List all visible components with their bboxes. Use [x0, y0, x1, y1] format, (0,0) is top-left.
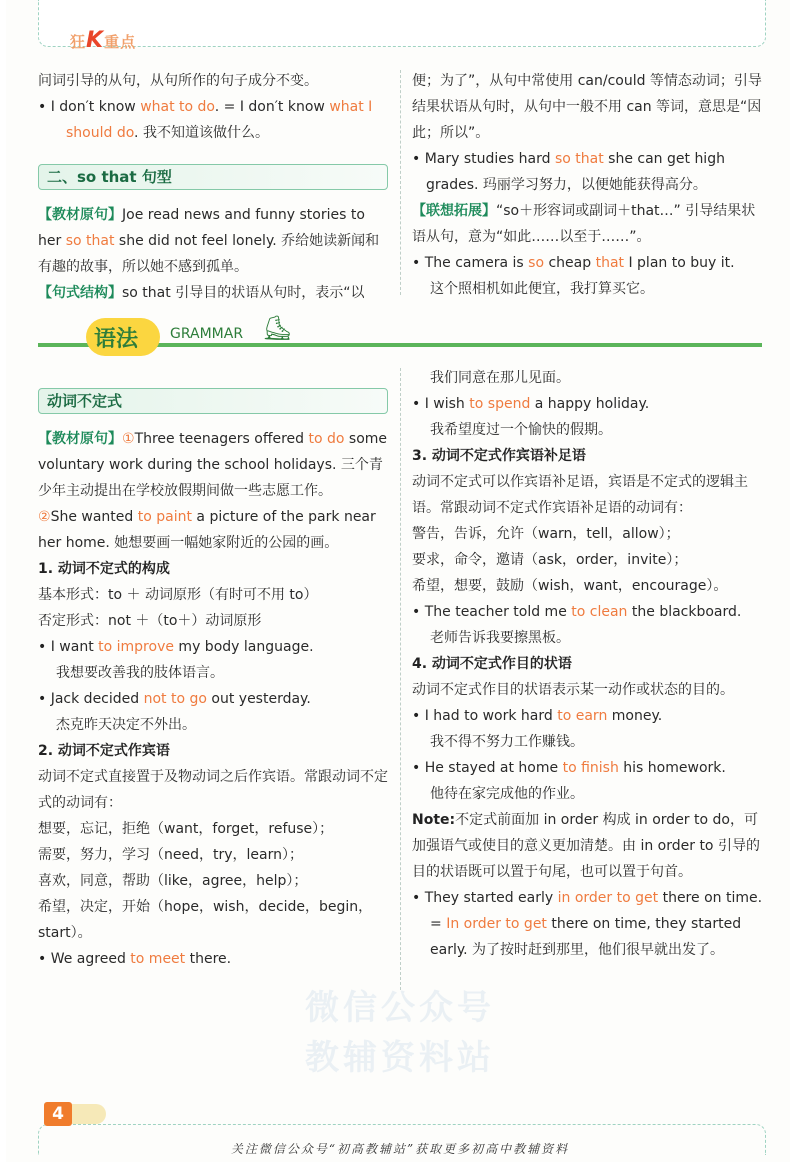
example-translation: 我们同意在那儿见面。: [430, 370, 570, 386]
example-translation: 他待在家完成他的作业。: [430, 786, 584, 802]
page-number-tab: [72, 1104, 106, 1124]
right-column: [412, 365, 764, 963]
association-note: 【联想拓展】“so＋形容词或副词＋that…” 引导结果状语从句，意为“如此……以至于……”。: [412, 203, 756, 245]
watermark-line-1: 微信公众号: [305, 988, 495, 1028]
verb-list-item: 需要，努力，学习（need，try，learn）；: [38, 847, 303, 863]
example-sentence: • I wish to spend a happy holiday.: [412, 391, 764, 417]
verb-list-item: 希望，决定，开始（hope，wish，decide，begin，start）。: [38, 899, 373, 941]
footer-note: 关注微信公众号“初高教辅站”获取更多初高中教辅资料: [230, 1142, 570, 1156]
subheading-4: 4. 动词不定式作目的状语: [412, 656, 572, 672]
example-translation: 我希望度过一个愉快的假期。: [430, 422, 612, 438]
verb-list-item: 想要，忘记，拒绝（want，forget，refuse）；: [38, 821, 334, 837]
example-translation: 杰克昨天决定不外出。: [56, 717, 196, 733]
structure-note: 【句式结构】so that 引导目的状语从句时，表示“以: [38, 285, 365, 301]
subheading-2: 2. 动词不定式作宾语: [38, 743, 170, 759]
verb-list-item: 希望，想要，鼓励（wish，want，encourage）。: [412, 578, 728, 594]
example-translation: 老师告诉我要擦黑板。: [430, 630, 570, 646]
example-sentence: • I want to improve my body language.: [38, 634, 390, 660]
top-left-column: [38, 68, 388, 146]
verb-list-item: 要求，命令，邀请（ask，order，invite）；: [412, 552, 688, 568]
example-translation: 这个照相机如此便宜，我打算买它。: [430, 281, 654, 297]
example-sentence: • The teacher told me to clean the blackboard.: [412, 599, 764, 625]
example-sentence: • The camera is so cheap that I plan to buy it.: [412, 250, 762, 276]
textbook-sentence-1: 【教材原句】①Three teenagers offered to do some voluntary work during the school holidays. 三个青少年主动提出在学校放假期间做一些志愿工作。: [38, 431, 388, 499]
example-translation: 我不得不努力工作赚钱。: [430, 734, 584, 750]
section-title-so-that: 二、so that 句型: [38, 164, 388, 190]
note-paragraph: Note:不定式前面加 in order 构成 in order to do，可加强语气或使目的意义更加清楚。由 in order to 引导的目的状语既可以置于句尾，也可以置于句首。: [412, 812, 760, 880]
example-sentence: • I had to work hard to earn money.: [412, 703, 764, 729]
grammar-subtitle: GRAMMAR: [170, 326, 244, 342]
text-line: 便；为了”，从句中常使用 can/could 等情态动词；引导结果状语从句时，从句中一般不用 can 等词，意思是“因此；所以”。: [412, 73, 762, 141]
text-line: 问词引导的从句，从句所作的句子成分不变。: [38, 73, 318, 89]
brand-logo: 狂K重点: [70, 28, 137, 53]
example-translation: 我想要改善我的肢体语言。: [56, 665, 224, 681]
paragraph: 动词不定式可以作宾语补足语，宾语是不定式的逻辑主语。常跟动词不定式作宾语补足语的动词有：: [412, 474, 748, 516]
example-sentence: • Mary studies hard so that she can get high grades. 玛丽学习努力，以便她能获得高分。: [412, 146, 762, 198]
column-divider-bottom: [400, 368, 401, 990]
top-banner: [38, 0, 766, 47]
page-number: 4: [44, 1102, 72, 1126]
verb-list-item: 喜欢，同意，帮助（like，agree，help）；: [38, 873, 308, 889]
verb-list-item: 警告，告诉，允许（warn，tell，allow）；: [412, 526, 680, 542]
column-divider-top: [400, 70, 401, 295]
subheading-1: 1. 动词不定式的构成: [38, 561, 170, 577]
textbook-sentence-2: ②She wanted to paint a picture of the park near her home. 她想要画一幅她家附近的公园的画。: [38, 509, 376, 551]
grammar-title: 语法: [94, 327, 139, 352]
example-sentence: • He stayed at home to finish his homework.: [412, 755, 764, 781]
example-sentence: • We agreed to meet there.: [38, 946, 390, 972]
skater-icon: ⛸: [262, 314, 293, 342]
subheading-3: 3. 动词不定式作宾语补足语: [412, 448, 586, 464]
example-sentence: • They started early in order to get there on time.: [412, 885, 764, 911]
form-negative: 否定形式：not ＋（to＋）动词原形: [38, 613, 262, 629]
paragraph: 动词不定式直接置于及物动词之后作宾语。常跟动词不定式的动词有：: [38, 769, 388, 811]
watermark-line-2: 教辅资料站: [305, 1038, 495, 1078]
example-sentence: • Jack decided not to go out yesterday.: [38, 686, 390, 712]
section-title-infinitive: 动词不定式: [38, 388, 388, 414]
form-basic: 基本形式：to ＋ 动词原形（有时可不用 to）: [38, 587, 318, 603]
example-sentence: • I don′t know what to do. = I don′t know what I should do. 我不知道该做什么。: [38, 94, 388, 146]
paragraph: 动词不定式作目的状语表示某一动作或状态的目的。: [412, 682, 734, 698]
top-left-column-2: [38, 202, 388, 306]
example-equivalent: = In order to get there on time, they started early. 为了按时赶到那里，他们很早就出发了。: [430, 916, 742, 958]
textbook-sentence: 【教材原句】Joe read news and funny stories to her so that she did not feel lonely. 乔给她读新闻和有趣的故事，所以她不感到孤单。: [38, 207, 380, 275]
top-right-column: [412, 68, 762, 302]
left-column: [38, 426, 390, 972]
